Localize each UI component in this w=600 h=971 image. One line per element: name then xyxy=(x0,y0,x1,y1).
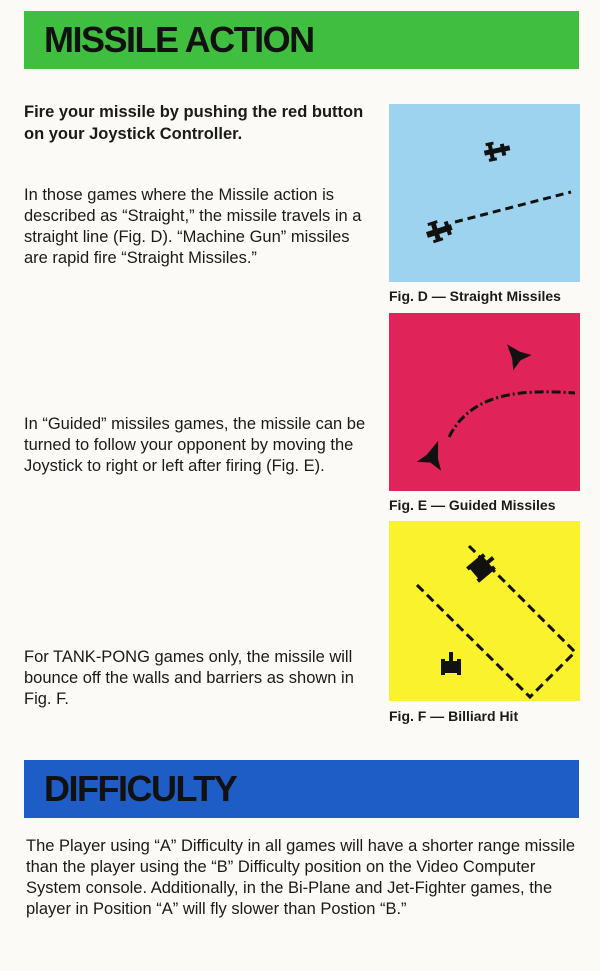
difficulty-paragraph: The Player using “A” Difficulty in all games will have a shorter range missile than the player using the “B” Difficulty position on the Video Computer System console. Additionally, in the Bi-Plane and Jet-Fighter games, the player in Position “A” will fly slower than Postion “B.” xyxy=(26,837,575,918)
figure-d-caption: Fig. D — Straight Missiles xyxy=(389,288,561,304)
tank-pong-paragraph: For TANK-PONG games only, the missile will bounce off the walls and barriers as shown in Fig. F. xyxy=(24,648,354,708)
figure-f-billiard-hit xyxy=(389,521,580,701)
figure-d-straight-missiles xyxy=(389,104,580,282)
difficulty-banner xyxy=(24,760,579,818)
difficulty-heading: DIFFICULTY xyxy=(44,768,237,809)
missile-intro-text: Fire your missile by pushing the red button on your Joystick Controller. xyxy=(24,103,364,143)
straight-missile-paragraph: In those games where the Missile action is described as “Straight,” the missile travels in a straight line (Fig. D). “Machine Gun” missiles are rapid fire “Straight Missiles.” xyxy=(24,186,362,267)
missile-action-banner xyxy=(24,11,579,69)
figure-e-caption: Fig. E — Guided Missiles xyxy=(389,497,556,513)
guided-missile-paragraph: In “Guided” missiles games, the missile can be turned to follow your opponent by moving the Joystick to right or left after firing (Fig. E). xyxy=(24,415,366,475)
figure-e-guided-missiles xyxy=(389,313,580,491)
figure-f-caption: Fig. F — Billiard Hit xyxy=(389,708,519,724)
missile-action-heading: MISSILE ACTION xyxy=(44,19,314,60)
